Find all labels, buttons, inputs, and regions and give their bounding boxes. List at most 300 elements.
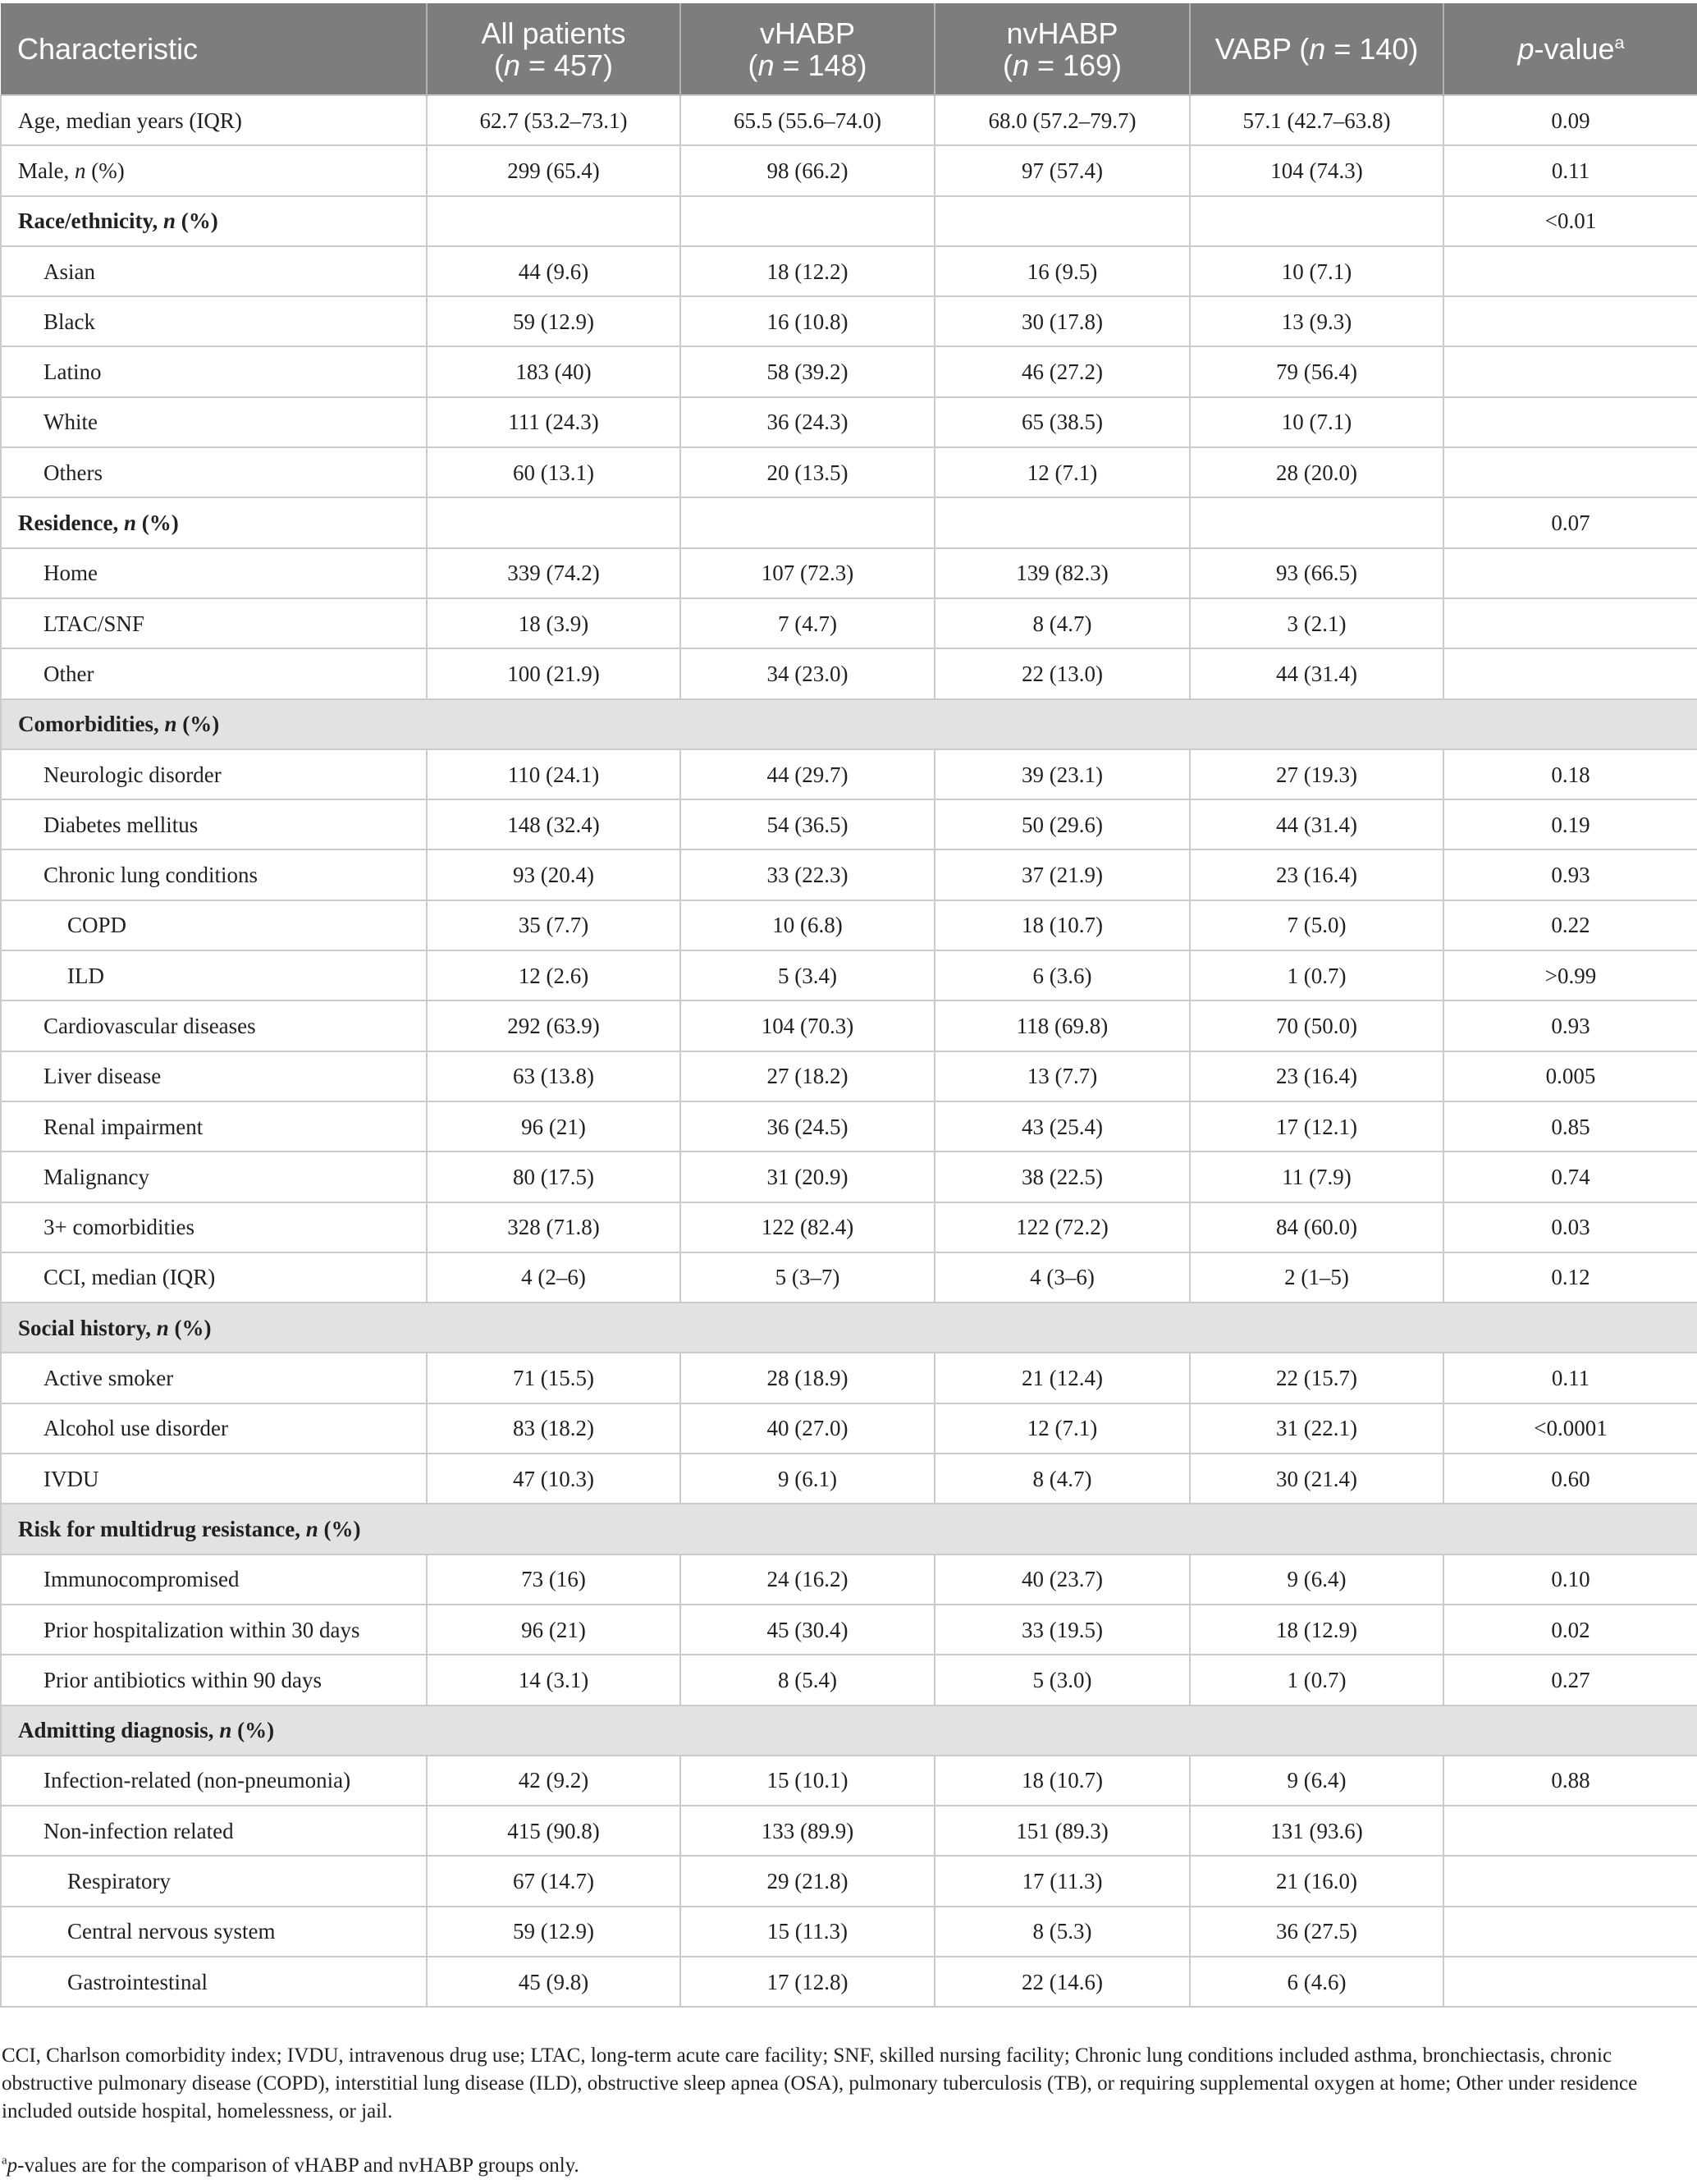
header-line	[432, 49, 675, 81]
row-label-text: Black	[43, 309, 95, 334]
row-label-text: Non-infection related	[43, 1818, 234, 1843]
column-header-all-patients	[427, 3, 680, 95]
cell-all-patients: 96 (21)	[427, 1605, 680, 1655]
cell-vabp: 131 (93.6)	[1190, 1806, 1443, 1856]
cell-vhabp: 36 (24.5)	[680, 1101, 935, 1152]
cell-vhabp: 5 (3.4)	[680, 950, 935, 1000]
cell-all-patients: 96 (21)	[427, 1101, 680, 1152]
cell-p-value: <0.01	[1443, 196, 1697, 246]
table-row	[1, 1152, 1697, 1202]
cell-all-patients: 14 (3.1)	[427, 1655, 680, 1705]
cell-p-value: 0.005	[1443, 1051, 1697, 1101]
text-segment: -value	[1534, 32, 1615, 66]
text-segment: nvHABP	[1006, 16, 1118, 50]
header-line	[686, 49, 929, 81]
cell-all-patients: 100 (21.9)	[427, 648, 680, 698]
cell-nvhabp: 40 (23.7)	[935, 1554, 1190, 1605]
cell-vhabp: 54 (36.5)	[680, 799, 935, 849]
row-label-text: Liver disease	[43, 1064, 162, 1089]
cell-vabp: 3 (2.1)	[1190, 598, 1443, 648]
cell-vhabp: 31 (20.9)	[680, 1152, 935, 1202]
cell-nvhabp: 151 (89.3)	[935, 1806, 1190, 1856]
table-row	[1, 1957, 1697, 2007]
text-segment: Male,	[18, 158, 75, 183]
row-label-text: Diabetes mellitus	[43, 812, 199, 837]
table-row	[1, 1403, 1697, 1454]
text-segment: Admitting diagnosis,	[18, 1718, 220, 1743]
cell-p-value: 0.02	[1443, 1605, 1697, 1655]
table-row	[1, 1655, 1697, 1705]
cell-all-patients: 47 (10.3)	[427, 1454, 680, 1504]
text-segment: (%)	[176, 712, 220, 737]
cell-vabp: 44 (31.4)	[1190, 648, 1443, 698]
row-label-text: LTAC/SNF	[43, 611, 144, 636]
cell-vabp: 79 (56.4)	[1190, 346, 1443, 396]
text-segment: -values are for the comparison of vHABP and nvHABP groups only.	[17, 2154, 579, 2177]
row-label	[1, 1706, 1697, 1756]
cell-p-value	[1443, 346, 1697, 396]
cell-p-value: 0.85	[1443, 1101, 1697, 1152]
column-header-p-value	[1443, 3, 1697, 95]
row-label	[1, 548, 427, 598]
cell-vhabp: 107 (72.3)	[680, 548, 935, 598]
row-label-text: Infection-related (non-pneumonia)	[43, 1768, 351, 1793]
table-body	[1, 95, 1697, 2007]
cell-p-value: 0.03	[1443, 1202, 1697, 1252]
row-label-text: Asian	[43, 259, 95, 284]
text-segment: Characteristic	[17, 32, 199, 66]
cell-p-value	[1443, 447, 1697, 497]
text-segment: Social history,	[18, 1315, 157, 1340]
table-row	[1, 1554, 1697, 1605]
italic-text: n	[1012, 48, 1029, 82]
row-label	[1, 1101, 427, 1152]
cell-nvhabp: 68.0 (57.2–79.7)	[935, 95, 1190, 145]
cell-p-value	[1443, 598, 1697, 648]
row-label-text: IVDU	[43, 1466, 99, 1491]
cell-nvhabp: 5 (3.0)	[935, 1655, 1190, 1705]
cell-nvhabp: 30 (17.8)	[935, 296, 1190, 346]
italic-text: p	[7, 2154, 18, 2177]
cell-vabp: 84 (60.0)	[1190, 1202, 1443, 1252]
row-label-text: Immunocompromised	[43, 1567, 240, 1592]
cell-vabp: 9 (6.4)	[1190, 1554, 1443, 1605]
row-label	[1, 1554, 427, 1605]
cell-all-patients	[427, 497, 680, 547]
cell-p-value	[1443, 1806, 1697, 1856]
table-row	[1, 799, 1697, 849]
cell-nvhabp: 12 (7.1)	[935, 447, 1190, 497]
cell-vabp: 13 (9.3)	[1190, 296, 1443, 346]
row-label	[1, 950, 427, 1000]
cell-all-patients: 59 (12.9)	[427, 1907, 680, 1957]
cell-vabp: 104 (74.3)	[1190, 145, 1443, 195]
column-header-vhabp	[680, 3, 935, 95]
cell-nvhabp: 46 (27.2)	[935, 346, 1190, 396]
cell-p-value: 0.22	[1443, 900, 1697, 950]
row-label	[1, 849, 427, 900]
text-segment: = 148)	[774, 48, 867, 82]
cell-all-patients: 4 (2–6)	[427, 1252, 680, 1303]
cell-vabp: 44 (31.4)	[1190, 799, 1443, 849]
italic-text: n	[74, 158, 86, 183]
cell-vabp: 11 (7.9)	[1190, 1152, 1443, 1202]
row-label-text: COPD	[67, 913, 127, 938]
cell-vhabp: 24 (16.2)	[680, 1554, 935, 1605]
cell-p-value: 0.12	[1443, 1252, 1697, 1303]
cell-nvhabp: 17 (11.3)	[935, 1856, 1190, 1906]
cell-nvhabp: 4 (3–6)	[935, 1252, 1190, 1303]
cell-vhabp: 15 (11.3)	[680, 1907, 935, 1957]
cell-p-value	[1443, 296, 1697, 346]
cell-vhabp: 58 (39.2)	[680, 346, 935, 396]
cell-p-value: 0.19	[1443, 799, 1697, 849]
cell-all-patients	[427, 196, 680, 246]
cell-all-patients: 67 (14.7)	[427, 1856, 680, 1906]
row-label-text: Prior hospitalization within 30 days	[43, 1617, 360, 1642]
row-label-text: 3+ comorbidities	[43, 1215, 194, 1240]
cell-p-value: 0.18	[1443, 749, 1697, 799]
row-label	[1, 196, 427, 246]
cell-all-patients: 59 (12.9)	[427, 296, 680, 346]
cell-all-patients: 62.7 (53.2–73.1)	[427, 95, 680, 145]
cell-p-value: 0.07	[1443, 497, 1697, 547]
table-header	[1, 3, 1697, 95]
cell-p-value: 0.74	[1443, 1152, 1697, 1202]
text-segment: VABP (	[1214, 32, 1310, 66]
cell-vabp: 31 (22.1)	[1190, 1403, 1443, 1454]
cell-all-patients: 339 (74.2)	[427, 548, 680, 598]
cell-vhabp: 18 (12.2)	[680, 246, 935, 296]
cell-p-value	[1443, 397, 1697, 447]
table-row	[1, 1051, 1697, 1101]
cell-vhabp: 45 (30.4)	[680, 1605, 935, 1655]
row-label	[1, 1504, 1697, 1554]
table-row	[1, 1856, 1697, 1906]
row-label	[1, 1152, 427, 1202]
row-label-text: Malignancy	[43, 1164, 149, 1189]
row-label-text: Other	[43, 661, 94, 686]
table-row	[1, 1806, 1697, 1856]
table-row	[1, 900, 1697, 950]
italic-text: n	[164, 712, 177, 737]
cell-vhabp: 29 (21.8)	[680, 1856, 935, 1906]
row-label	[1, 1856, 427, 1906]
row-label-text: Age, median years (IQR)	[18, 108, 242, 133]
row-label-text: Home	[43, 561, 98, 586]
cell-vabp: 70 (50.0)	[1190, 1000, 1443, 1051]
cell-vabp: 2 (1–5)	[1190, 1252, 1443, 1303]
cell-nvhabp: 13 (7.7)	[935, 1051, 1190, 1101]
table-row	[1, 447, 1697, 497]
cell-all-patients: 93 (20.4)	[427, 849, 680, 900]
text-segment: All patients	[481, 16, 626, 50]
cell-all-patients: 183 (40)	[427, 346, 680, 396]
text-segment: (	[493, 48, 504, 82]
row-label	[1, 749, 427, 799]
row-label-text: Alcohol use disorder	[43, 1416, 228, 1441]
cell-vabp: 6 (4.6)	[1190, 1957, 1443, 2007]
table-row	[1, 950, 1697, 1000]
text-segment: (%)	[231, 1718, 275, 1743]
table-footnotes	[0, 2042, 1690, 2180]
cell-vhabp: 5 (3–7)	[680, 1252, 935, 1303]
row-label-text: Active smoker	[43, 1366, 174, 1391]
cell-vhabp: 36 (24.3)	[680, 397, 935, 447]
cell-all-patients: 83 (18.2)	[427, 1403, 680, 1454]
cell-vhabp: 10 (6.8)	[680, 900, 935, 950]
row-label	[1, 497, 427, 547]
row-label	[1, 246, 427, 296]
cell-vabp: 93 (66.5)	[1190, 548, 1443, 598]
cell-vabp: 30 (21.4)	[1190, 1454, 1443, 1504]
row-label-text: Respiratory	[67, 1869, 171, 1894]
cell-vabp: 17 (12.1)	[1190, 1101, 1443, 1152]
table-row	[1, 1907, 1697, 1957]
table-row	[1, 648, 1697, 698]
row-label	[1, 1756, 427, 1806]
cell-vhabp: 8 (5.4)	[680, 1655, 935, 1705]
header-line	[940, 49, 1184, 81]
row-label	[1, 1051, 427, 1101]
cell-vhabp: 27 (18.2)	[680, 1051, 935, 1101]
column-header-vabp	[1190, 3, 1443, 95]
cell-p-value: 0.11	[1443, 145, 1697, 195]
text-segment: (	[1002, 48, 1013, 82]
italic-text: n	[305, 1516, 318, 1541]
row-label-text: Others	[43, 460, 103, 485]
cell-nvhabp: 118 (69.8)	[935, 1000, 1190, 1051]
cell-p-value: <0.0001	[1443, 1403, 1697, 1454]
cell-nvhabp: 37 (21.9)	[935, 849, 1190, 900]
header-line	[686, 17, 929, 49]
text-segment: Residence,	[18, 511, 124, 536]
cell-vhabp: 33 (22.3)	[680, 849, 935, 900]
section-row	[1, 1706, 1697, 1756]
italic-text: n	[219, 1718, 232, 1743]
cell-p-value: 0.60	[1443, 1454, 1697, 1504]
text-segment: = 169)	[1028, 48, 1123, 82]
header-line	[432, 17, 675, 49]
cell-nvhabp: 39 (23.1)	[935, 749, 1190, 799]
row-label-text: Renal impairment	[43, 1114, 204, 1139]
row-label-text: Neurologic disorder	[43, 762, 222, 787]
row-label	[1, 447, 427, 497]
text-segment: (%)	[85, 158, 125, 183]
row-label	[1, 799, 427, 849]
row-label	[1, 1957, 427, 2007]
text-segment: (%)	[168, 1315, 212, 1340]
text-segment: (	[748, 48, 758, 82]
header-line	[17, 33, 421, 65]
cell-all-patients: 292 (63.9)	[427, 1000, 680, 1051]
cell-vhabp: 104 (70.3)	[680, 1000, 935, 1051]
cell-p-value: 0.09	[1443, 95, 1697, 145]
row-label	[1, 1202, 427, 1252]
row-label	[1, 900, 427, 950]
table-row	[1, 246, 1697, 296]
table-row	[1, 145, 1697, 195]
cell-all-patients: 35 (7.7)	[427, 900, 680, 950]
cell-nvhabp: 122 (72.2)	[935, 1202, 1190, 1252]
cell-nvhabp: 18 (10.7)	[935, 1756, 1190, 1806]
cell-all-patients: 80 (17.5)	[427, 1152, 680, 1202]
cell-vabp: 7 (5.0)	[1190, 900, 1443, 950]
characteristics-table	[0, 3, 1697, 2008]
cell-vabp: 18 (12.9)	[1190, 1605, 1443, 1655]
table-row	[1, 1353, 1697, 1403]
text-segment: (%)	[136, 511, 179, 536]
row-label	[1, 95, 427, 145]
row-label-text: Cardiovascular diseases	[43, 1013, 256, 1038]
cell-nvhabp: 65 (38.5)	[935, 397, 1190, 447]
cell-vabp	[1190, 196, 1443, 246]
text-segment: = 140)	[1325, 32, 1419, 66]
group-row	[1, 497, 1697, 547]
row-label	[1, 397, 427, 447]
cell-all-patients: 73 (16)	[427, 1554, 680, 1605]
cell-all-patients: 148 (32.4)	[427, 799, 680, 849]
cell-vhabp	[680, 196, 935, 246]
cell-vabp: 57.1 (42.7–63.8)	[1190, 95, 1443, 145]
cell-nvhabp: 33 (19.5)	[935, 1605, 1190, 1655]
cell-nvhabp: 43 (25.4)	[935, 1101, 1190, 1152]
row-label-text: Central nervous system	[67, 1919, 276, 1944]
table-row	[1, 1252, 1697, 1303]
cell-vabp: 1 (0.7)	[1190, 950, 1443, 1000]
cell-vabp: 10 (7.1)	[1190, 397, 1443, 447]
cell-all-patients: 45 (9.8)	[427, 1957, 680, 2007]
table-row	[1, 1605, 1697, 1655]
table-row	[1, 1454, 1697, 1504]
cell-p-value: 0.93	[1443, 1000, 1697, 1051]
italic-text: n	[156, 1315, 169, 1340]
cell-vabp: 28 (20.0)	[1190, 447, 1443, 497]
row-label-text: Latino	[43, 359, 102, 385]
table-row	[1, 397, 1697, 447]
cell-vabp: 36 (27.5)	[1190, 1907, 1443, 1957]
cell-vabp: 21 (16.0)	[1190, 1856, 1443, 1906]
group-row	[1, 196, 1697, 246]
cell-vhabp: 16 (10.8)	[680, 296, 935, 346]
row-label	[1, 1252, 427, 1303]
row-label	[1, 1907, 427, 1957]
cell-nvhabp	[935, 196, 1190, 246]
table-row	[1, 598, 1697, 648]
cell-p-value	[1443, 1957, 1697, 2007]
row-label	[1, 1303, 1697, 1353]
cell-vabp: 23 (16.4)	[1190, 849, 1443, 900]
cell-vhabp: 40 (27.0)	[680, 1403, 935, 1454]
cell-p-value: 0.27	[1443, 1655, 1697, 1705]
cell-vhabp: 9 (6.1)	[680, 1454, 935, 1504]
row-label	[1, 346, 427, 396]
cell-nvhabp: 8 (5.3)	[935, 1907, 1190, 1957]
table-row	[1, 1000, 1697, 1051]
cell-nvhabp: 12 (7.1)	[935, 1403, 1190, 1454]
table-row	[1, 548, 1697, 598]
text-segment: Comorbidities,	[18, 712, 165, 737]
row-label	[1, 699, 1697, 749]
cell-vhabp: 122 (82.4)	[680, 1202, 935, 1252]
cell-vhabp: 65.5 (55.6–74.0)	[680, 95, 935, 145]
cell-all-patients: 63 (13.8)	[427, 1051, 680, 1101]
cell-vhabp: 15 (10.1)	[680, 1756, 935, 1806]
cell-p-value: 0.88	[1443, 1756, 1697, 1806]
cell-nvhabp: 8 (4.7)	[935, 598, 1190, 648]
row-label	[1, 598, 427, 648]
row-label	[1, 648, 427, 698]
row-label-text: CCI, median (IQR)	[43, 1265, 216, 1290]
table-row	[1, 1756, 1697, 1806]
cell-all-patients: 415 (90.8)	[427, 1806, 680, 1856]
text-segment: (%)	[318, 1516, 361, 1541]
cell-all-patients: 299 (65.4)	[427, 145, 680, 195]
cell-vabp: 9 (6.4)	[1190, 1756, 1443, 1806]
row-label	[1, 296, 427, 346]
table-row	[1, 296, 1697, 346]
cell-p-value: >0.99	[1443, 950, 1697, 1000]
p-value-footnote	[2, 2152, 1690, 2180]
row-label	[1, 1353, 427, 1403]
cell-nvhabp: 38 (22.5)	[935, 1152, 1190, 1202]
table-row	[1, 749, 1697, 799]
cell-nvhabp	[935, 497, 1190, 547]
cell-vhabp: 20 (13.5)	[680, 447, 935, 497]
cell-all-patients: 71 (15.5)	[427, 1353, 680, 1403]
cell-all-patients: 42 (9.2)	[427, 1756, 680, 1806]
header-line	[940, 17, 1184, 49]
cell-vhabp: 28 (18.9)	[680, 1353, 935, 1403]
section-row	[1, 1504, 1697, 1554]
cell-vhabp	[680, 497, 935, 547]
italic-text: n	[1309, 32, 1326, 66]
column-header-characteristic	[1, 3, 427, 95]
text-segment: Race/ethnicity,	[18, 208, 163, 234]
row-label	[1, 1000, 427, 1051]
cell-vhabp: 98 (66.2)	[680, 145, 935, 195]
cell-vabp: 22 (15.7)	[1190, 1353, 1443, 1403]
cell-nvhabp: 50 (29.6)	[935, 799, 1190, 849]
cell-nvhabp: 18 (10.7)	[935, 900, 1190, 950]
row-label-text: ILD	[67, 963, 104, 988]
cell-vabp: 27 (19.3)	[1190, 749, 1443, 799]
cell-nvhabp: 22 (14.6)	[935, 1957, 1190, 2007]
abbreviations-footnote: CCI, Charlson comorbidity index; IVDU, intravenous drug use; LTAC, long-term acute care facility; SNF, skilled nursing facility; Chronic lung conditions included asthma, bronchiectasis, chronic obstructive pulmonary disease (COPD), interstitial lung disease (ILD), obstructive sleep apnea (OSA), pulmonary tuberculosis (TB), or requiring supplemental oxygen at home; Other under residence included outside hospital, homelessness, or jail.	[2, 2044, 1638, 2122]
cell-vhabp: 44 (29.7)	[680, 749, 935, 799]
row-label-text: White	[43, 410, 98, 435]
cell-p-value	[1443, 548, 1697, 598]
cell-vhabp: 7 (4.7)	[680, 598, 935, 648]
cell-all-patients: 111 (24.3)	[427, 397, 680, 447]
cell-nvhabp: 139 (82.3)	[935, 548, 1190, 598]
cell-vhabp: 133 (89.9)	[680, 1806, 935, 1856]
table-row	[1, 1202, 1697, 1252]
cell-vhabp: 34 (23.0)	[680, 648, 935, 698]
cell-nvhabp: 97 (57.4)	[935, 145, 1190, 195]
cell-vabp: 10 (7.1)	[1190, 246, 1443, 296]
cell-p-value	[1443, 1856, 1697, 1906]
cell-all-patients: 110 (24.1)	[427, 749, 680, 799]
column-header-nvhabp	[935, 3, 1190, 95]
cell-all-patients: 328 (71.8)	[427, 1202, 680, 1252]
row-label	[1, 1403, 427, 1454]
row-label	[1, 145, 427, 195]
cell-p-value: 0.10	[1443, 1554, 1697, 1605]
header-row	[1, 3, 1697, 95]
cell-nvhabp: 8 (4.7)	[935, 1454, 1190, 1504]
table-row	[1, 346, 1697, 396]
